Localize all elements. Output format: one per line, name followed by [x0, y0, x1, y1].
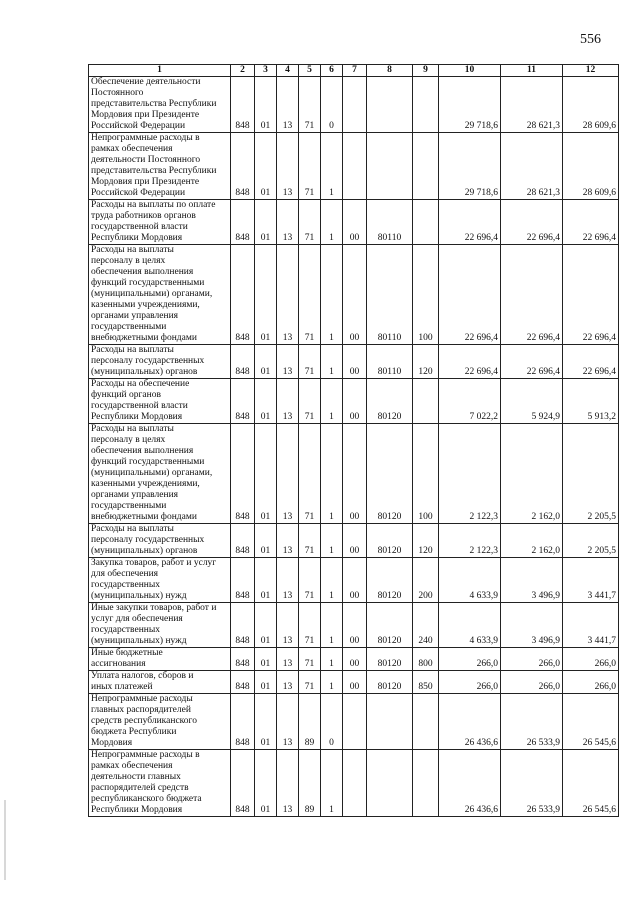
table-cell: 71	[299, 345, 321, 379]
table-cell: 200	[413, 558, 439, 603]
table-cell: 1	[321, 648, 343, 671]
column-header: 4	[277, 65, 299, 77]
table-cell: 1	[321, 345, 343, 379]
row-name: Непрограммные расходы в рамках обеспечения деятельности главных распорядителей средств республиканского бюджета Республики Мордовия	[89, 750, 231, 817]
table-row	[89, 77, 619, 133]
table-cell: 120	[413, 345, 439, 379]
scan-margin-mark	[4, 800, 6, 880]
table-cell: 13	[277, 671, 299, 694]
table-cell: 00	[343, 648, 367, 671]
table-cell: 4 633,9	[439, 603, 501, 648]
table-cell: 29 718,6	[439, 133, 501, 200]
table-cell: 3 441,7	[563, 558, 619, 603]
row-name: Расходы на выплаты по оплате труда работников органов государственной власти Республики Мордовия	[89, 200, 231, 245]
table-cell: 80120	[367, 558, 413, 603]
table-cell: 01	[255, 603, 277, 648]
column-header: 10	[439, 65, 501, 77]
table-cell: 71	[299, 671, 321, 694]
page-number: 556	[580, 32, 601, 47]
column-header: 11	[501, 65, 563, 77]
table-cell: 80110	[367, 245, 413, 345]
table-cell: 7 022,2	[439, 379, 501, 424]
row-name: Расходы на выплаты персоналу в целях обеспечения выполнения функций государственными (муниципальными) органами, казенными учреждениями, органами управления государственными внебюджетными фондами	[89, 245, 231, 345]
table-cell: 2 122,3	[439, 524, 501, 558]
table-cell	[367, 77, 413, 133]
table-cell	[413, 750, 439, 817]
row-name: Обеспечение деятельности Постоянного представительства Республики Мордовия при Президенте Российской Федерации	[89, 77, 231, 133]
table-cell: 13	[277, 558, 299, 603]
table-cell: 26 436,6	[439, 750, 501, 817]
table-cell	[367, 133, 413, 200]
table-row	[89, 200, 619, 245]
table-cell: 00	[343, 524, 367, 558]
table-cell: 848	[231, 648, 255, 671]
table-cell: 22 696,4	[563, 200, 619, 245]
table-cell: 13	[277, 200, 299, 245]
table-cell: 2 122,3	[439, 424, 501, 524]
table-cell: 01	[255, 133, 277, 200]
table-cell: 01	[255, 694, 277, 750]
table-cell: 00	[343, 558, 367, 603]
table-cell: 848	[231, 379, 255, 424]
table-cell: 80120	[367, 379, 413, 424]
table-cell: 22 696,4	[563, 245, 619, 345]
table-cell: 266,0	[563, 671, 619, 694]
table-cell: 00	[343, 345, 367, 379]
budget-table	[88, 64, 619, 817]
table-row	[89, 133, 619, 200]
row-name: Непрограммные расходы в рамках обеспечения деятельности Постоянного представительства Республики Мордовия при Президенте Российской Федерации	[89, 133, 231, 200]
table-cell: 71	[299, 524, 321, 558]
table-cell: 1	[321, 379, 343, 424]
table-cell: 00	[343, 424, 367, 524]
table-cell: 80110	[367, 200, 413, 245]
table-cell	[343, 750, 367, 817]
table-cell: 26 436,6	[439, 694, 501, 750]
table-cell: 13	[277, 750, 299, 817]
table-cell: 13	[277, 648, 299, 671]
table-cell: 848	[231, 750, 255, 817]
table-cell: 850	[413, 671, 439, 694]
table-cell: 22 696,4	[501, 345, 563, 379]
table-cell: 01	[255, 750, 277, 817]
table-cell: 01	[255, 345, 277, 379]
table-cell: 28 609,6	[563, 133, 619, 200]
table-cell: 848	[231, 200, 255, 245]
table-row	[89, 694, 619, 750]
table-cell: 848	[231, 345, 255, 379]
table-cell: 00	[343, 603, 367, 648]
table-cell	[367, 694, 413, 750]
table-cell: 120	[413, 524, 439, 558]
table-cell: 1	[321, 133, 343, 200]
table-cell: 266,0	[563, 648, 619, 671]
table-cell: 71	[299, 558, 321, 603]
table-cell	[413, 694, 439, 750]
table-cell: 28 621,3	[501, 77, 563, 133]
table-row	[89, 245, 619, 345]
table-row	[89, 345, 619, 379]
table-cell: 89	[299, 694, 321, 750]
table-cell: 01	[255, 671, 277, 694]
table-cell: 80110	[367, 345, 413, 379]
table-cell: 100	[413, 424, 439, 524]
table-cell	[343, 133, 367, 200]
table-cell: 1	[321, 671, 343, 694]
table-cell: 5 924,9	[501, 379, 563, 424]
table-row	[89, 603, 619, 648]
table-cell	[343, 77, 367, 133]
table-cell: 71	[299, 603, 321, 648]
table-cell: 28 609,6	[563, 77, 619, 133]
table-cell: 01	[255, 379, 277, 424]
table-cell: 2 162,0	[501, 524, 563, 558]
table-cell: 26 545,6	[563, 750, 619, 817]
table-cell: 01	[255, 648, 277, 671]
table-cell: 80120	[367, 671, 413, 694]
table-cell: 266,0	[501, 648, 563, 671]
table-cell: 848	[231, 524, 255, 558]
table-cell: 266,0	[439, 648, 501, 671]
table-cell: 71	[299, 133, 321, 200]
table-cell: 100	[413, 245, 439, 345]
table-cell	[413, 379, 439, 424]
table-cell: 1	[321, 603, 343, 648]
table-cell: 13	[277, 694, 299, 750]
table-cell: 26 533,9	[501, 694, 563, 750]
table-row	[89, 424, 619, 524]
table-cell: 848	[231, 77, 255, 133]
table-cell: 71	[299, 379, 321, 424]
table-cell: 848	[231, 694, 255, 750]
table-cell: 71	[299, 424, 321, 524]
table-cell: 0	[321, 694, 343, 750]
table-cell: 80120	[367, 648, 413, 671]
table-row	[89, 558, 619, 603]
row-name: Расходы на выплаты персоналу в целях обеспечения выполнения функций государственными (муниципальными) органами, казенными учреждениями, органами управления государственными внебюджетными фондами	[89, 424, 231, 524]
table-cell: 3 496,9	[501, 603, 563, 648]
table-cell: 29 718,6	[439, 77, 501, 133]
table-cell	[413, 200, 439, 245]
table-cell: 5 913,2	[563, 379, 619, 424]
table-cell: 00	[343, 200, 367, 245]
table-cell: 00	[343, 671, 367, 694]
table-cell: 71	[299, 77, 321, 133]
table-cell: 2 205,5	[563, 424, 619, 524]
table-cell: 13	[277, 524, 299, 558]
table-cell: 0	[321, 77, 343, 133]
column-header: 2	[231, 65, 255, 77]
table-cell: 28 621,3	[501, 133, 563, 200]
table-cell: 3 496,9	[501, 558, 563, 603]
table-cell: 22 696,4	[439, 345, 501, 379]
column-header: 7	[343, 65, 367, 77]
table-row	[89, 524, 619, 558]
table-cell: 13	[277, 345, 299, 379]
table-cell: 4 633,9	[439, 558, 501, 603]
table-cell: 848	[231, 671, 255, 694]
table-cell	[367, 750, 413, 817]
table-cell: 22 696,4	[501, 245, 563, 345]
table-cell: 848	[231, 558, 255, 603]
table-cell: 800	[413, 648, 439, 671]
table-cell: 13	[277, 245, 299, 345]
table-cell: 80120	[367, 524, 413, 558]
table-cell: 01	[255, 200, 277, 245]
table-cell: 1	[321, 424, 343, 524]
table-cell: 00	[343, 379, 367, 424]
table-cell: 01	[255, 558, 277, 603]
table-row	[89, 379, 619, 424]
row-name: Расходы на выплаты персоналу государственных (муниципальных) органов	[89, 524, 231, 558]
table-cell: 13	[277, 77, 299, 133]
table-row	[89, 671, 619, 694]
table-cell: 13	[277, 379, 299, 424]
table-cell: 2 162,0	[501, 424, 563, 524]
column-header: 5	[299, 65, 321, 77]
table-cell: 22 696,4	[563, 345, 619, 379]
table-cell: 01	[255, 77, 277, 133]
header-row	[89, 65, 619, 77]
table-cell: 848	[231, 133, 255, 200]
table-cell: 01	[255, 424, 277, 524]
table-cell: 13	[277, 133, 299, 200]
table-cell	[343, 694, 367, 750]
table-cell: 1	[321, 750, 343, 817]
table-cell: 1	[321, 558, 343, 603]
row-name: Уплата налогов, сборов и иных платежей	[89, 671, 231, 694]
column-header: 12	[563, 65, 619, 77]
table-cell: 3 441,7	[563, 603, 619, 648]
table-cell: 71	[299, 245, 321, 345]
row-name: Расходы на выплаты персоналу государственных (муниципальных) органов	[89, 345, 231, 379]
row-name: Закупка товаров, работ и услуг для обеспечения государственных (муниципальных) нужд	[89, 558, 231, 603]
table-cell: 22 696,4	[439, 200, 501, 245]
table-cell: 1	[321, 245, 343, 345]
column-header: 6	[321, 65, 343, 77]
table-cell: 1	[321, 200, 343, 245]
row-name: Непрограммные расходы главных распорядителей средств республиканского бюджета Республики Мордовия	[89, 694, 231, 750]
row-name: Иные закупки товаров, работ и услуг для обеспечения государственных (муниципальных) нужд	[89, 603, 231, 648]
table-cell: 80120	[367, 424, 413, 524]
table-cell: 22 696,4	[439, 245, 501, 345]
table-row	[89, 648, 619, 671]
table-cell: 266,0	[439, 671, 501, 694]
row-name: Иные бюджетные ассигнования	[89, 648, 231, 671]
table-cell: 240	[413, 603, 439, 648]
table-cell: 2 205,5	[563, 524, 619, 558]
table-cell: 848	[231, 603, 255, 648]
table-body	[89, 77, 619, 817]
table-cell: 26 545,6	[563, 694, 619, 750]
table-cell	[413, 133, 439, 200]
table-cell: 80120	[367, 603, 413, 648]
table-row	[89, 750, 619, 817]
table-cell: 00	[343, 245, 367, 345]
table-cell	[413, 77, 439, 133]
table-cell: 71	[299, 200, 321, 245]
column-header: 1	[89, 65, 231, 77]
table-cell: 01	[255, 245, 277, 345]
table-cell: 71	[299, 648, 321, 671]
table-cell: 848	[231, 245, 255, 345]
table-cell: 1	[321, 524, 343, 558]
table-cell: 266,0	[501, 671, 563, 694]
table-cell: 01	[255, 524, 277, 558]
table-cell: 13	[277, 424, 299, 524]
table-cell: 89	[299, 750, 321, 817]
table-cell: 22 696,4	[501, 200, 563, 245]
column-header: 3	[255, 65, 277, 77]
column-header: 8	[367, 65, 413, 77]
table-cell: 13	[277, 603, 299, 648]
column-header: 9	[413, 65, 439, 77]
table-cell: 848	[231, 424, 255, 524]
row-name: Расходы на обеспечение функций органов государственной власти Республики Мордовия	[89, 379, 231, 424]
table-cell: 26 533,9	[501, 750, 563, 817]
